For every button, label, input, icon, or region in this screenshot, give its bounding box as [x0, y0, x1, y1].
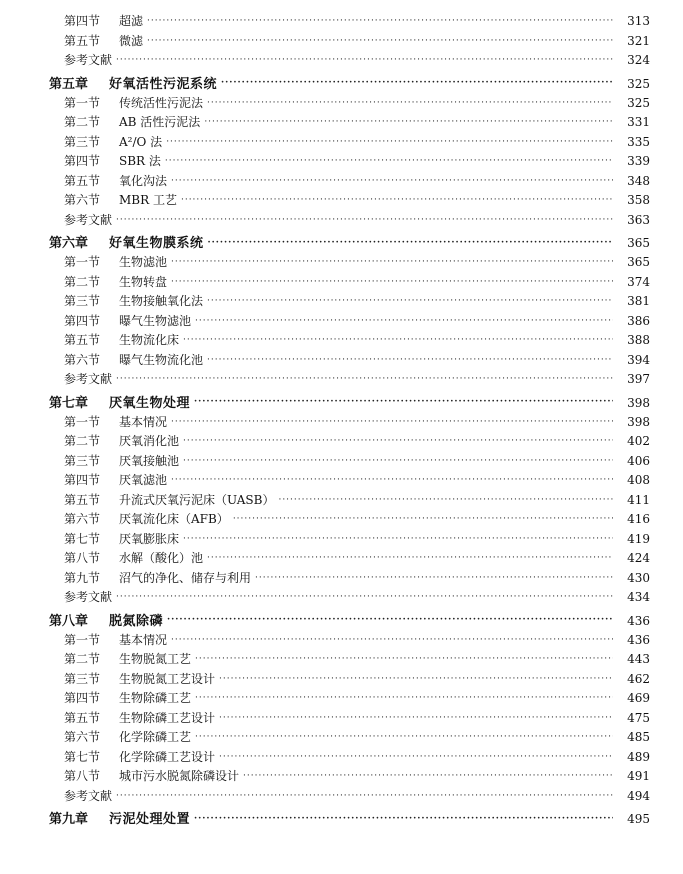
toc-chapter-row[interactable]	[0, 612, 683, 631]
toc-section-row[interactable]	[0, 413, 683, 433]
section-number: 第三节	[64, 294, 101, 308]
page-number: 495	[627, 812, 650, 826]
page-number: 358	[627, 193, 650, 207]
dot-leader	[204, 113, 613, 133]
section-title: 基本情况	[119, 414, 168, 429]
section-title: 基本情况	[119, 632, 168, 647]
section-title: 厌氧膨胀床	[119, 531, 180, 546]
section-title: 超滤	[119, 14, 144, 28]
toc-references-row[interactable]	[0, 588, 683, 608]
section-title: 城市污水脱氮除磷设计	[119, 769, 240, 783]
section-number: 第八节	[64, 769, 101, 783]
page-number: 430	[627, 570, 650, 585]
page-number: 325	[627, 95, 650, 110]
section-title: 生物流化床	[119, 333, 180, 347]
dot-leader	[166, 133, 613, 153]
dot-leader	[194, 393, 613, 413]
dot-leader	[116, 51, 613, 71]
toc-section-row[interactable]	[0, 530, 683, 550]
dot-leader	[183, 530, 613, 550]
page-number: 374	[627, 274, 650, 289]
dot-leader	[171, 631, 613, 651]
page-number: 402	[627, 434, 650, 448]
toc-references-row[interactable]	[0, 370, 683, 390]
toc-section-row[interactable]	[0, 292, 683, 312]
chapter-title: 好氧生物膜系统	[109, 236, 204, 251]
page-number: 321	[627, 33, 650, 48]
dot-leader	[219, 709, 613, 729]
section-number: 第五节	[64, 492, 101, 507]
toc-section-row[interactable]	[0, 748, 683, 768]
toc-section-row[interactable]	[0, 549, 683, 569]
page-number: 469	[627, 691, 650, 705]
toc-section-row[interactable]	[0, 491, 683, 511]
page-number: 485	[627, 730, 650, 744]
toc-section-row[interactable]	[0, 631, 683, 651]
chapter-number: 第五章	[49, 76, 89, 92]
toc-references-row[interactable]	[0, 211, 683, 231]
section-number: 第四节	[64, 14, 101, 28]
page-number: 408	[627, 473, 650, 487]
dot-leader	[219, 748, 613, 768]
page-number: 381	[627, 294, 650, 308]
section-title: SBR 法	[119, 154, 161, 168]
section-number: 第二节	[64, 434, 101, 448]
section-title: 生物接触氧化法	[119, 294, 204, 308]
toc-section-row[interactable]	[0, 253, 683, 273]
toc-chapter-row[interactable]	[0, 810, 683, 829]
page-number: 491	[627, 769, 650, 783]
page-number: 434	[627, 590, 650, 604]
dot-leader	[195, 689, 613, 709]
page-number: 363	[627, 212, 650, 227]
section-title: 厌氧滤池	[119, 473, 168, 487]
page-number: 348	[627, 173, 650, 188]
dot-leader	[183, 432, 613, 452]
page-number: 424	[627, 551, 650, 565]
section-title: A²/O 法	[119, 134, 163, 149]
toc-chapter-row[interactable]	[0, 234, 683, 253]
section-number: 第二节	[64, 652, 101, 666]
dot-leader	[195, 650, 613, 670]
chapter-number: 第九章	[49, 812, 89, 827]
toc-section-row[interactable]	[0, 133, 683, 153]
section-number: 第三节	[64, 671, 101, 686]
section-title: 升流式厌氧污泥床（UASB）	[119, 492, 275, 507]
chapter-title: 厌氧生物处理	[109, 395, 191, 411]
page-number: 335	[627, 134, 650, 149]
references-title: 参考文献	[64, 212, 113, 227]
section-number: 第一节	[64, 632, 101, 647]
dot-leader	[171, 172, 613, 192]
toc-chapter-row[interactable]	[0, 75, 683, 94]
chapter-title: 污泥处理处置	[109, 812, 191, 827]
chapter-title: 好氧活性污泥系统	[109, 76, 218, 92]
section-number: 第七节	[64, 531, 101, 546]
page-number: 313	[627, 14, 650, 28]
dot-leader	[243, 767, 613, 787]
dot-leader	[278, 491, 613, 511]
toc-section-row[interactable]	[0, 569, 683, 589]
dot-leader	[171, 273, 613, 293]
page-number: 419	[627, 531, 650, 546]
toc-section-row[interactable]	[0, 152, 683, 172]
page-number: 489	[627, 749, 650, 764]
section-title: 传统活性污泥法	[119, 95, 204, 110]
dot-leader	[116, 211, 613, 231]
section-number: 第四节	[64, 473, 101, 487]
dot-leader	[116, 787, 613, 807]
section-title: 沼气的净化、储存与利用	[119, 570, 252, 585]
dot-leader	[147, 32, 613, 52]
section-number: 第五节	[64, 173, 101, 188]
chapter-number: 第六章	[49, 236, 89, 251]
toc-section-row[interactable]	[0, 113, 683, 133]
section-title: 生物除磷工艺	[119, 691, 192, 705]
toc-section-row[interactable]	[0, 650, 683, 670]
page-number: 436	[627, 613, 650, 628]
toc-section-row[interactable]	[0, 273, 683, 293]
references-title: 参考文献	[64, 372, 113, 386]
toc-section-row[interactable]	[0, 728, 683, 748]
page-number: 324	[627, 53, 650, 67]
page-number: 394	[627, 352, 650, 367]
dot-leader	[221, 74, 613, 94]
page-number: 436	[627, 632, 650, 647]
dot-leader	[208, 234, 613, 254]
page-number: 339	[627, 154, 650, 168]
page-number: 365	[627, 255, 650, 269]
dot-leader	[171, 253, 613, 273]
section-number: 第六节	[64, 193, 101, 207]
toc-section-row[interactable]	[0, 172, 683, 192]
chapter-number: 第八章	[49, 613, 89, 629]
chapter-number: 第七章	[49, 395, 89, 411]
section-number: 第三节	[64, 453, 101, 468]
section-title: 水解（酸化）池	[119, 551, 204, 565]
section-number: 第三节	[64, 134, 101, 149]
dot-leader	[233, 510, 613, 530]
chapter-title: 脱氮除磷	[109, 613, 164, 629]
section-title: 化学除磷工艺设计	[119, 749, 216, 764]
toc-references-row[interactable]	[0, 51, 683, 71]
page-number: 398	[627, 414, 650, 429]
dot-leader	[183, 452, 613, 472]
page-number: 331	[627, 115, 650, 129]
dot-leader	[165, 152, 613, 172]
section-title: 曝气生物流化池	[119, 352, 204, 367]
dot-leader	[171, 413, 613, 433]
section-title: 生物脱氮工艺设计	[119, 671, 216, 686]
toc-section-row[interactable]	[0, 12, 683, 32]
references-title: 参考文献	[64, 53, 113, 67]
section-title: AB 活性污泥法	[119, 115, 201, 129]
section-number: 第四节	[64, 154, 101, 168]
page-number: 397	[627, 372, 650, 386]
section-number: 第六节	[64, 352, 101, 367]
toc-section-row[interactable]	[0, 709, 683, 729]
section-number: 第二节	[64, 274, 101, 289]
section-number: 第四节	[64, 691, 101, 705]
section-title: 厌氧接触池	[119, 453, 180, 468]
toc-section-row[interactable]	[0, 452, 683, 472]
section-number: 第五节	[64, 33, 101, 48]
toc-section-row[interactable]	[0, 94, 683, 114]
dot-leader	[116, 370, 613, 390]
page-number: 475	[627, 710, 650, 725]
toc-section-row[interactable]	[0, 191, 683, 211]
table-of-contents	[0, 12, 683, 829]
page-number: 388	[627, 333, 650, 347]
dot-leader	[255, 569, 613, 589]
section-number: 第九节	[64, 570, 101, 585]
page-number: 398	[627, 395, 650, 410]
section-title: 生物滤池	[119, 255, 168, 269]
dot-leader	[116, 588, 613, 608]
page-number: 325	[627, 76, 650, 91]
toc-section-row[interactable]	[0, 351, 683, 371]
section-title: 厌氧消化池	[119, 434, 180, 448]
section-title: 厌氧流化床（AFB）	[119, 512, 229, 526]
toc-chapter-row[interactable]	[0, 394, 683, 413]
page-number: 386	[627, 313, 650, 328]
section-title: 生物转盘	[119, 274, 168, 289]
dot-leader	[207, 292, 613, 312]
toc-section-row[interactable]	[0, 432, 683, 452]
toc-section-row[interactable]	[0, 689, 683, 709]
dot-leader	[183, 331, 613, 351]
section-number: 第七节	[64, 749, 101, 764]
section-number: 第八节	[64, 551, 101, 565]
dot-leader	[195, 728, 613, 748]
page-number: 416	[627, 512, 650, 526]
dot-leader	[195, 312, 613, 332]
page-number: 462	[627, 671, 650, 686]
section-number: 第一节	[64, 95, 101, 110]
toc-section-row[interactable]	[0, 670, 683, 690]
page-number: 443	[627, 652, 650, 666]
toc-section-row[interactable]	[0, 471, 683, 491]
page-number: 411	[627, 492, 650, 507]
dot-leader	[219, 670, 613, 690]
references-title: 参考文献	[64, 590, 113, 604]
section-number: 第四节	[64, 313, 101, 328]
section-title: MBR 工艺	[119, 193, 177, 207]
page-number: 406	[627, 453, 650, 468]
section-title: 化学除磷工艺	[119, 730, 192, 744]
dot-leader	[171, 471, 613, 491]
dot-leader	[194, 810, 613, 830]
section-title: 微滤	[119, 33, 144, 48]
toc-section-row[interactable]	[0, 312, 683, 332]
section-title: 氧化沟法	[119, 173, 168, 188]
section-title: 生物脱氮工艺	[119, 652, 192, 666]
page-number: 365	[627, 236, 650, 250]
dot-leader	[207, 351, 613, 371]
section-number: 第五节	[64, 710, 101, 725]
dot-leader	[207, 94, 613, 114]
section-number: 第六节	[64, 512, 101, 526]
section-number: 第一节	[64, 255, 101, 269]
section-title: 生物除磷工艺设计	[119, 710, 216, 725]
dot-leader	[181, 191, 613, 211]
page-number: 494	[627, 788, 650, 803]
references-title: 参考文献	[64, 788, 113, 803]
toc-references-row[interactable]	[0, 787, 683, 807]
section-number: 第五节	[64, 333, 101, 347]
dot-leader	[167, 611, 613, 631]
toc-section-row[interactable]	[0, 767, 683, 787]
toc-section-row[interactable]	[0, 331, 683, 351]
dot-leader	[207, 549, 613, 569]
dot-leader	[147, 12, 613, 32]
section-number: 第二节	[64, 115, 101, 129]
toc-section-row[interactable]	[0, 32, 683, 52]
section-title: 曝气生物滤池	[119, 313, 192, 328]
section-number: 第六节	[64, 730, 101, 744]
section-number: 第一节	[64, 414, 101, 429]
toc-section-row[interactable]	[0, 510, 683, 530]
